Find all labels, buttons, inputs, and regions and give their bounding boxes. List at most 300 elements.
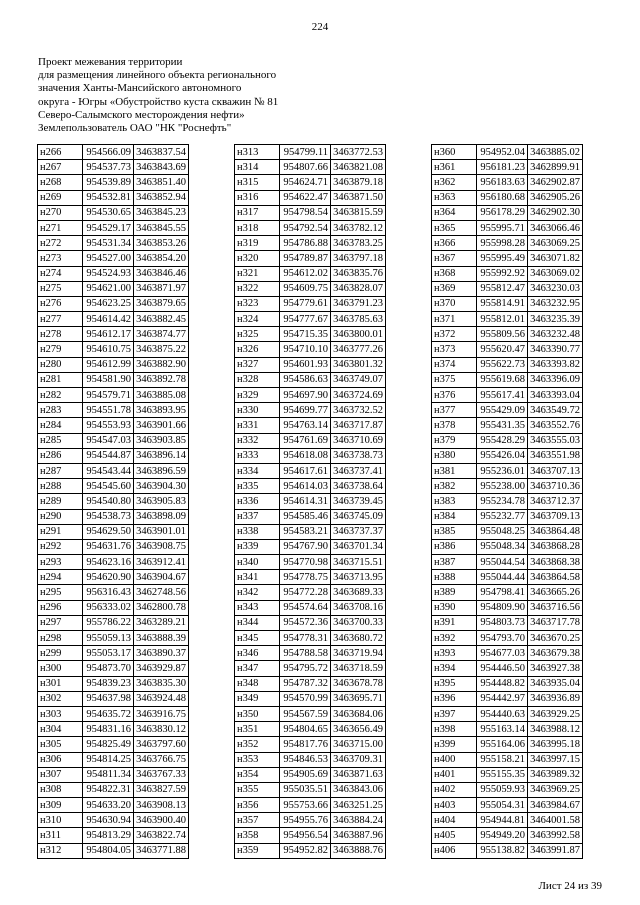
x-coordinate-cell: 954622.47 [280, 190, 331, 205]
x-coordinate-cell: 954631.76 [83, 539, 134, 554]
table-row [38, 524, 189, 539]
point-id-cell: н289 [38, 494, 83, 509]
point-id-cell: н310 [38, 813, 83, 828]
point-id-cell: н278 [38, 327, 83, 342]
header-line: Землепользователь ОАО "НК "Роснефть" [38, 122, 232, 135]
y-coordinate-cell: 3463235.39 [528, 312, 583, 327]
x-coordinate-cell: 954804.65 [280, 722, 331, 737]
table-row [432, 190, 583, 205]
table-row [432, 205, 583, 220]
y-coordinate-cell: 3463905.83 [134, 494, 189, 509]
table-row [432, 722, 583, 737]
x-coordinate-cell: 955164.06 [477, 737, 528, 752]
x-coordinate-cell: 954787.32 [280, 676, 331, 691]
y-coordinate-cell: 3463929.87 [134, 661, 189, 676]
x-coordinate-cell: 954804.05 [83, 843, 134, 858]
y-coordinate-cell: 3463997.15 [528, 752, 583, 767]
x-coordinate-cell: 954825.49 [83, 737, 134, 752]
point-id-cell: н346 [235, 646, 280, 661]
x-coordinate-cell: 954544.87 [83, 448, 134, 463]
point-id-cell: н347 [235, 661, 280, 676]
x-coordinate-cell: 954807.66 [280, 160, 331, 175]
x-coordinate-cell: 954614.03 [280, 479, 331, 494]
point-id-cell: н366 [432, 236, 477, 251]
point-id-cell: н381 [432, 463, 477, 478]
x-coordinate-cell: 954553.93 [83, 418, 134, 433]
x-coordinate-cell: 954539.89 [83, 175, 134, 190]
table-row [432, 615, 583, 630]
point-id-cell: н386 [432, 539, 477, 554]
y-coordinate-cell: 3463846.46 [134, 266, 189, 281]
x-coordinate-cell: 955812.01 [477, 312, 528, 327]
point-id-cell: н312 [38, 843, 83, 858]
point-id-cell: н313 [235, 145, 280, 160]
y-coordinate-cell: 3463929.25 [528, 706, 583, 721]
x-coordinate-cell: 954621.00 [83, 281, 134, 296]
table-row [432, 403, 583, 418]
y-coordinate-cell: 3464001.58 [528, 813, 583, 828]
point-id-cell: н377 [432, 403, 477, 418]
y-coordinate-cell: 3463800.01 [331, 327, 386, 342]
y-coordinate-cell: 3463896.59 [134, 463, 189, 478]
x-coordinate-cell: 954788.58 [280, 646, 331, 661]
point-id-cell: н300 [38, 661, 83, 676]
x-coordinate-cell: 955809.56 [477, 327, 528, 342]
y-coordinate-cell: 3463071.82 [528, 251, 583, 266]
point-id-cell: н385 [432, 524, 477, 539]
y-coordinate-cell: 3463767.33 [134, 767, 189, 782]
x-coordinate-cell: 955995.49 [477, 251, 528, 266]
x-coordinate-cell: 955234.78 [477, 494, 528, 509]
y-coordinate-cell: 3463892.78 [134, 372, 189, 387]
point-id-cell: н316 [235, 190, 280, 205]
y-coordinate-cell: 3463908.75 [134, 539, 189, 554]
point-id-cell: н303 [38, 706, 83, 721]
table-row [235, 615, 386, 630]
table-row [38, 357, 189, 372]
y-coordinate-cell: 3463989.32 [528, 767, 583, 782]
x-coordinate-cell: 954614.42 [83, 312, 134, 327]
point-id-cell: н302 [38, 691, 83, 706]
point-id-cell: н287 [38, 463, 83, 478]
x-coordinate-cell: 955059.93 [477, 782, 528, 797]
y-coordinate-cell: 3463390.77 [528, 342, 583, 357]
point-id-cell: н315 [235, 175, 280, 190]
x-coordinate-cell: 954630.94 [83, 813, 134, 828]
point-id-cell: н378 [432, 418, 477, 433]
y-coordinate-cell: 3463670.25 [528, 631, 583, 646]
y-coordinate-cell: 3463069.25 [528, 236, 583, 251]
y-coordinate-cell: 3463843.69 [134, 160, 189, 175]
table-row [235, 722, 386, 737]
x-coordinate-cell: 955238.00 [477, 479, 528, 494]
table-row [432, 266, 583, 281]
coordinates-table-2 [234, 144, 386, 859]
y-coordinate-cell: 3463874.77 [134, 327, 189, 342]
point-id-cell: н307 [38, 767, 83, 782]
point-id-cell: н299 [38, 646, 83, 661]
y-coordinate-cell: 3463924.48 [134, 691, 189, 706]
x-coordinate-cell: 954623.25 [83, 296, 134, 311]
x-coordinate-cell: 954799.11 [280, 145, 331, 160]
table-row [38, 539, 189, 554]
table-row [38, 555, 189, 570]
x-coordinate-cell: 954809.90 [477, 600, 528, 615]
y-coordinate-cell: 3463715.00 [331, 737, 386, 752]
y-coordinate-cell: 3463835.76 [331, 266, 386, 281]
point-id-cell: н295 [38, 585, 83, 600]
y-coordinate-cell: 3463232.95 [528, 296, 583, 311]
x-coordinate-cell: 955620.47 [477, 342, 528, 357]
table-row [235, 555, 386, 570]
table-row [235, 312, 386, 327]
x-coordinate-cell: 955429.09 [477, 403, 528, 418]
table-row [432, 160, 583, 175]
table-row [38, 494, 189, 509]
x-coordinate-cell: 954952.82 [280, 843, 331, 858]
table-row [235, 357, 386, 372]
y-coordinate-cell: 3463900.40 [134, 813, 189, 828]
point-id-cell: н406 [432, 843, 477, 858]
table-row [38, 448, 189, 463]
table-row [432, 433, 583, 448]
x-coordinate-cell: 956178.29 [477, 205, 528, 220]
table-row [235, 463, 386, 478]
y-coordinate-cell: 3463785.63 [331, 312, 386, 327]
y-coordinate-cell: 3463871.63 [331, 767, 386, 782]
table-row [38, 418, 189, 433]
x-coordinate-cell: 955232.77 [477, 509, 528, 524]
x-coordinate-cell: 954572.36 [280, 615, 331, 630]
y-coordinate-cell: 3463737.41 [331, 463, 386, 478]
table-row [432, 524, 583, 539]
coordinates-table-1 [37, 144, 189, 859]
x-coordinate-cell: 954570.99 [280, 691, 331, 706]
point-id-cell: н282 [38, 388, 83, 403]
table-row [235, 479, 386, 494]
x-coordinate-cell: 954814.25 [83, 752, 134, 767]
table-row [432, 281, 583, 296]
table-row [38, 342, 189, 357]
y-coordinate-cell: 3463700.33 [331, 615, 386, 630]
x-coordinate-cell: 954779.61 [280, 296, 331, 311]
table-row [432, 813, 583, 828]
x-coordinate-cell: 954624.71 [280, 175, 331, 190]
point-id-cell: н266 [38, 145, 83, 160]
point-id-cell: н376 [432, 388, 477, 403]
x-coordinate-cell: 954635.72 [83, 706, 134, 721]
table-row [235, 646, 386, 661]
table-row [38, 160, 189, 175]
point-id-cell: н369 [432, 281, 477, 296]
point-id-cell: н371 [432, 312, 477, 327]
table-row [235, 266, 386, 281]
point-id-cell: н267 [38, 160, 83, 175]
table-row [235, 843, 386, 858]
x-coordinate-cell: 954813.29 [83, 828, 134, 843]
x-coordinate-cell: 954792.54 [280, 220, 331, 235]
y-coordinate-cell: 3463835.30 [134, 676, 189, 691]
table-row [432, 372, 583, 387]
table-row [235, 813, 386, 828]
y-coordinate-cell: 3463935.04 [528, 676, 583, 691]
y-coordinate-cell: 3463852.94 [134, 190, 189, 205]
table-row [38, 236, 189, 251]
y-coordinate-cell: 3463904.30 [134, 479, 189, 494]
y-coordinate-cell: 3462748.56 [134, 585, 189, 600]
table-row [432, 676, 583, 691]
point-id-cell: н339 [235, 539, 280, 554]
table-row [235, 205, 386, 220]
table-row [235, 236, 386, 251]
x-coordinate-cell: 954601.93 [280, 357, 331, 372]
point-id-cell: н393 [432, 646, 477, 661]
point-id-cell: н270 [38, 205, 83, 220]
point-id-cell: н358 [235, 828, 280, 843]
point-id-cell: н281 [38, 372, 83, 387]
point-id-cell: н288 [38, 479, 83, 494]
table-row [235, 828, 386, 843]
table-row [432, 342, 583, 357]
x-coordinate-cell: 955753.66 [280, 798, 331, 813]
y-coordinate-cell: 3463684.06 [331, 706, 386, 721]
table-row [432, 798, 583, 813]
point-id-cell: н329 [235, 388, 280, 403]
point-id-cell: н322 [235, 281, 280, 296]
y-coordinate-cell: 3463864.48 [528, 524, 583, 539]
table-row [432, 737, 583, 752]
table-row [235, 175, 386, 190]
point-id-cell: н333 [235, 448, 280, 463]
y-coordinate-cell: 3463843.06 [331, 782, 386, 797]
point-id-cell: н269 [38, 190, 83, 205]
y-coordinate-cell: 3463845.55 [134, 220, 189, 235]
table-row [235, 509, 386, 524]
point-id-cell: н331 [235, 418, 280, 433]
y-coordinate-cell: 3463737.37 [331, 524, 386, 539]
table-row [235, 372, 386, 387]
point-id-cell: н311 [38, 828, 83, 843]
y-coordinate-cell: 3463901.66 [134, 418, 189, 433]
header-line: Северо-Салымского месторождения нефти» [38, 108, 245, 121]
y-coordinate-cell: 3463719.94 [331, 646, 386, 661]
y-coordinate-cell: 3463828.07 [331, 281, 386, 296]
x-coordinate-cell: 955426.04 [477, 448, 528, 463]
y-coordinate-cell: 3463549.72 [528, 403, 583, 418]
y-coordinate-cell: 3462902.30 [528, 205, 583, 220]
point-id-cell: н309 [38, 798, 83, 813]
x-coordinate-cell: 956333.02 [83, 600, 134, 615]
point-id-cell: н373 [432, 342, 477, 357]
x-coordinate-cell: 954612.99 [83, 357, 134, 372]
table-row [235, 418, 386, 433]
point-id-cell: н318 [235, 220, 280, 235]
x-coordinate-cell: 954637.98 [83, 691, 134, 706]
table-row [38, 585, 189, 600]
point-id-cell: н308 [38, 782, 83, 797]
point-id-cell: н388 [432, 570, 477, 585]
y-coordinate-cell: 3463853.26 [134, 236, 189, 251]
x-coordinate-cell: 954793.70 [477, 631, 528, 646]
table-row [432, 828, 583, 843]
x-coordinate-cell: 954440.63 [477, 706, 528, 721]
point-id-cell: н285 [38, 433, 83, 448]
table-row [38, 463, 189, 478]
point-id-cell: н335 [235, 479, 280, 494]
table-row [432, 782, 583, 797]
table-row [38, 479, 189, 494]
point-id-cell: н399 [432, 737, 477, 752]
y-coordinate-cell: 3463864.58 [528, 570, 583, 585]
point-id-cell: н391 [432, 615, 477, 630]
x-coordinate-cell: 954952.04 [477, 145, 528, 160]
x-coordinate-cell: 954442.97 [477, 691, 528, 706]
table-row [38, 737, 189, 752]
y-coordinate-cell: 3463854.20 [134, 251, 189, 266]
x-coordinate-cell: 954545.60 [83, 479, 134, 494]
y-coordinate-cell: 3463908.13 [134, 798, 189, 813]
point-id-cell: н286 [38, 448, 83, 463]
x-coordinate-cell: 955158.21 [477, 752, 528, 767]
x-coordinate-cell: 954530.65 [83, 205, 134, 220]
point-id-cell: н379 [432, 433, 477, 448]
table-row [38, 266, 189, 281]
x-coordinate-cell: 956316.43 [83, 585, 134, 600]
x-coordinate-cell: 954574.64 [280, 600, 331, 615]
x-coordinate-cell: 954566.09 [83, 145, 134, 160]
y-coordinate-cell: 3463797.18 [331, 251, 386, 266]
point-id-cell: н284 [38, 418, 83, 433]
y-coordinate-cell: 3463868.28 [528, 539, 583, 554]
sheet-label: Лист 24 из 39 [538, 880, 602, 892]
table-row [432, 357, 583, 372]
point-id-cell: н387 [432, 555, 477, 570]
header-line: значения Ханты-Мансийского автономного [38, 82, 242, 95]
point-id-cell: н301 [38, 676, 83, 691]
x-coordinate-cell: 954798.54 [280, 205, 331, 220]
point-id-cell: н305 [38, 737, 83, 752]
y-coordinate-cell: 3463680.72 [331, 631, 386, 646]
table-row [432, 585, 583, 600]
table-row [432, 388, 583, 403]
x-coordinate-cell: 955053.17 [83, 646, 134, 661]
point-id-cell: н389 [432, 585, 477, 600]
point-id-cell: н273 [38, 251, 83, 266]
table-row [235, 661, 386, 676]
x-coordinate-cell: 954822.31 [83, 782, 134, 797]
x-coordinate-cell: 954786.88 [280, 236, 331, 251]
point-id-cell: н320 [235, 251, 280, 266]
table-row [235, 767, 386, 782]
x-coordinate-cell: 954551.78 [83, 403, 134, 418]
x-coordinate-cell: 955044.44 [477, 570, 528, 585]
table-row [235, 798, 386, 813]
table-row [38, 706, 189, 721]
point-id-cell: н345 [235, 631, 280, 646]
x-coordinate-cell: 955048.25 [477, 524, 528, 539]
y-coordinate-cell: 3463984.67 [528, 798, 583, 813]
table-row [235, 433, 386, 448]
table-row [38, 798, 189, 813]
y-coordinate-cell: 3463875.22 [134, 342, 189, 357]
point-id-cell: н326 [235, 342, 280, 357]
table-row [235, 524, 386, 539]
point-id-cell: н404 [432, 813, 477, 828]
y-coordinate-cell: 3463708.16 [331, 600, 386, 615]
table-row [38, 403, 189, 418]
point-id-cell: н280 [38, 357, 83, 372]
x-coordinate-cell: 954715.35 [280, 327, 331, 342]
point-id-cell: н324 [235, 312, 280, 327]
x-coordinate-cell: 954795.72 [280, 661, 331, 676]
y-coordinate-cell: 3463830.12 [134, 722, 189, 737]
table-row [38, 828, 189, 843]
y-coordinate-cell: 3463882.90 [134, 357, 189, 372]
x-coordinate-cell: 954612.17 [83, 327, 134, 342]
y-coordinate-cell: 3463665.26 [528, 585, 583, 600]
x-coordinate-cell: 954846.53 [280, 752, 331, 767]
table-row [38, 220, 189, 235]
y-coordinate-cell: 3463710.36 [528, 479, 583, 494]
y-coordinate-cell: 3463772.53 [331, 145, 386, 160]
y-coordinate-cell: 3462902.87 [528, 175, 583, 190]
point-id-cell: н383 [432, 494, 477, 509]
point-id-cell: н402 [432, 782, 477, 797]
table-row [235, 600, 386, 615]
point-id-cell: н291 [38, 524, 83, 539]
point-id-cell: н368 [432, 266, 477, 281]
x-coordinate-cell: 954629.50 [83, 524, 134, 539]
table-row [432, 312, 583, 327]
x-coordinate-cell: 954610.75 [83, 342, 134, 357]
x-coordinate-cell: 955138.82 [477, 843, 528, 858]
y-coordinate-cell: 3463393.04 [528, 388, 583, 403]
table-row [235, 220, 386, 235]
x-coordinate-cell: 954623.16 [83, 555, 134, 570]
y-coordinate-cell: 3463992.58 [528, 828, 583, 843]
x-coordinate-cell: 955617.41 [477, 388, 528, 403]
table-row [235, 281, 386, 296]
x-coordinate-cell: 954524.93 [83, 266, 134, 281]
table-row [432, 494, 583, 509]
point-id-cell: н355 [235, 782, 280, 797]
table-row [38, 570, 189, 585]
x-coordinate-cell: 954547.03 [83, 433, 134, 448]
x-coordinate-cell: 954614.31 [280, 494, 331, 509]
table-row [38, 175, 189, 190]
table-row [235, 388, 386, 403]
point-id-cell: н354 [235, 767, 280, 782]
x-coordinate-cell: 954699.77 [280, 403, 331, 418]
point-id-cell: н290 [38, 509, 83, 524]
table-row [432, 296, 583, 311]
point-id-cell: н351 [235, 722, 280, 737]
y-coordinate-cell: 3463890.37 [134, 646, 189, 661]
x-coordinate-cell: 954537.73 [83, 160, 134, 175]
x-coordinate-cell: 954831.16 [83, 722, 134, 737]
point-id-cell: н396 [432, 691, 477, 706]
table-row [432, 220, 583, 235]
table-row [432, 570, 583, 585]
point-id-cell: н297 [38, 615, 83, 630]
table-row [432, 661, 583, 676]
table-row [38, 372, 189, 387]
y-coordinate-cell: 3463827.59 [134, 782, 189, 797]
x-coordinate-cell: 954763.14 [280, 418, 331, 433]
x-coordinate-cell: 954949.20 [477, 828, 528, 843]
header-line: для размещения линейного объекта регионального [38, 69, 277, 82]
x-coordinate-cell: 954798.41 [477, 585, 528, 600]
